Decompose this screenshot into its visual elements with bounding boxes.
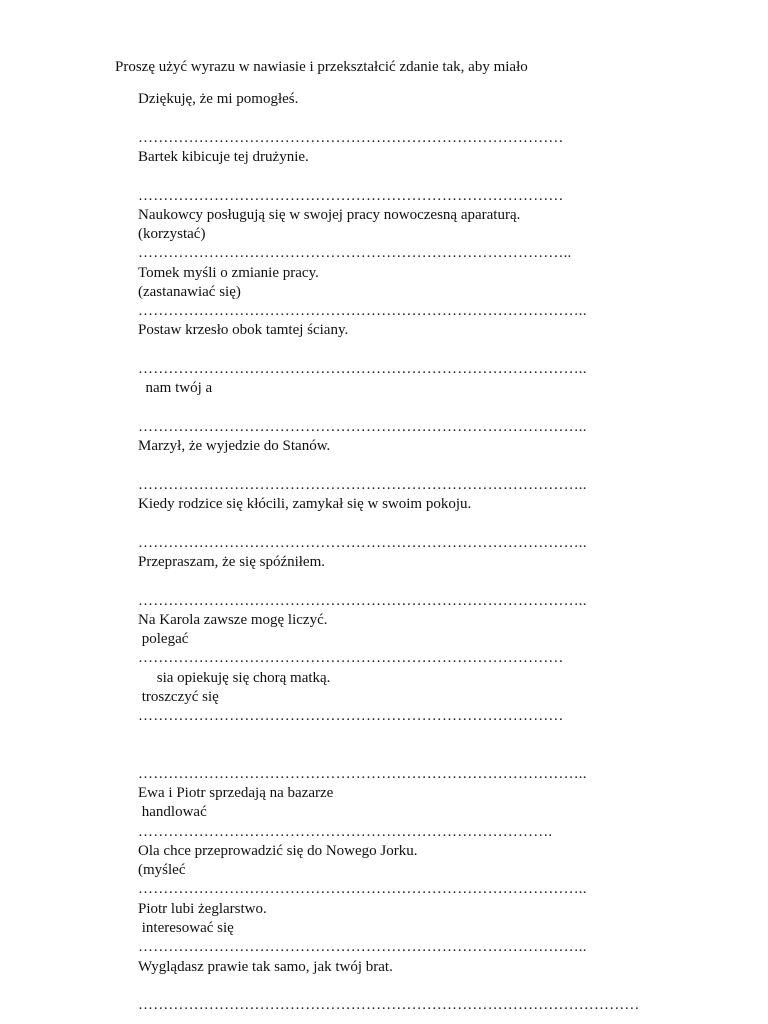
hint-word: (zastanawiać się): [138, 284, 241, 300]
hint-word: polegać: [138, 631, 189, 647]
hint-word: (myśleć: [138, 862, 186, 878]
answer-line[interactable]: ……………………………………………………………………………..: [138, 881, 587, 897]
answer-line[interactable]: ………………………………………………………………………………………: [138, 997, 640, 1013]
hint-word: (korzystać): [138, 226, 206, 242]
sentence-text: Kiedy rodzice się kłócili, zamykał się w swoim pokoju.: [138, 496, 472, 512]
answer-line[interactable]: ……………………………………………………………………………..: [138, 593, 587, 609]
answer-line[interactable]: …………………………………………………………………………: [138, 708, 564, 724]
sentence-text: Przepraszam, że się spóźniłem.: [138, 554, 326, 570]
answer-line[interactable]: ……………………………………………………………………………..: [138, 766, 587, 782]
answer-line[interactable]: ……………………………………………………………………………..: [138, 535, 587, 551]
answer-line[interactable]: ……………………………………………………………………………..: [138, 303, 587, 319]
sentence-text: nam twój a: [138, 380, 213, 396]
hint-word: interesować się: [138, 920, 234, 936]
sentence-text: Marzył, że wyjedzie do Stanów.: [138, 438, 331, 454]
sentence-text: Bartek kibicuje tej drużynie.: [138, 149, 309, 165]
sentence-text: Ola chce przeprowadzić się do Nowego Jorku.: [138, 843, 418, 859]
answer-line[interactable]: …………………………………………………………………………..: [138, 245, 572, 261]
instruction-text: Proszę użyć wyrazu w nawiasie i przekształcić zdanie tak, aby miało: [115, 59, 528, 75]
answer-line[interactable]: …………………………………………………………………………: [138, 650, 564, 666]
answer-line[interactable]: ……………………………………………………………………………..: [138, 477, 587, 493]
answer-line[interactable]: ……………………………………………………………………………..: [138, 939, 587, 955]
hint-word: handlować: [138, 804, 207, 820]
sentence-text: Naukowcy posługują się w swojej pracy nowoczesną aparaturą.: [138, 207, 521, 223]
answer-line[interactable]: ……………………………………………………………………………..: [138, 361, 587, 377]
sentence-text: Dziękuję, że mi pomogłeś.: [138, 91, 299, 107]
sentence-text: Postaw krzesło obok tamtej ściany.: [138, 322, 349, 338]
sentence-text: Ewa i Piotr sprzedają na bazarze: [138, 785, 334, 801]
sentence-text: sia opiekuję się chorą matką.: [138, 670, 331, 686]
answer-line[interactable]: …………………………………………………………………………: [138, 188, 564, 204]
sentence-text: Wyglądasz prawie tak samo, jak twój brat.: [138, 959, 393, 975]
sentence-text: Piotr lubi żeglarstwo.: [138, 901, 267, 917]
sentence-text: Na Karola zawsze mogę liczyć.: [138, 612, 328, 628]
answer-line[interactable]: ……………………………………………………………………………..: [138, 419, 587, 435]
hint-word: troszczyć się: [138, 689, 219, 705]
answer-line[interactable]: …………………………………………………………………………: [138, 130, 564, 146]
answer-line[interactable]: ……………………………………………………………………….: [138, 824, 553, 840]
sentence-text: Tomek myśli o zmianie pracy.: [138, 265, 319, 281]
